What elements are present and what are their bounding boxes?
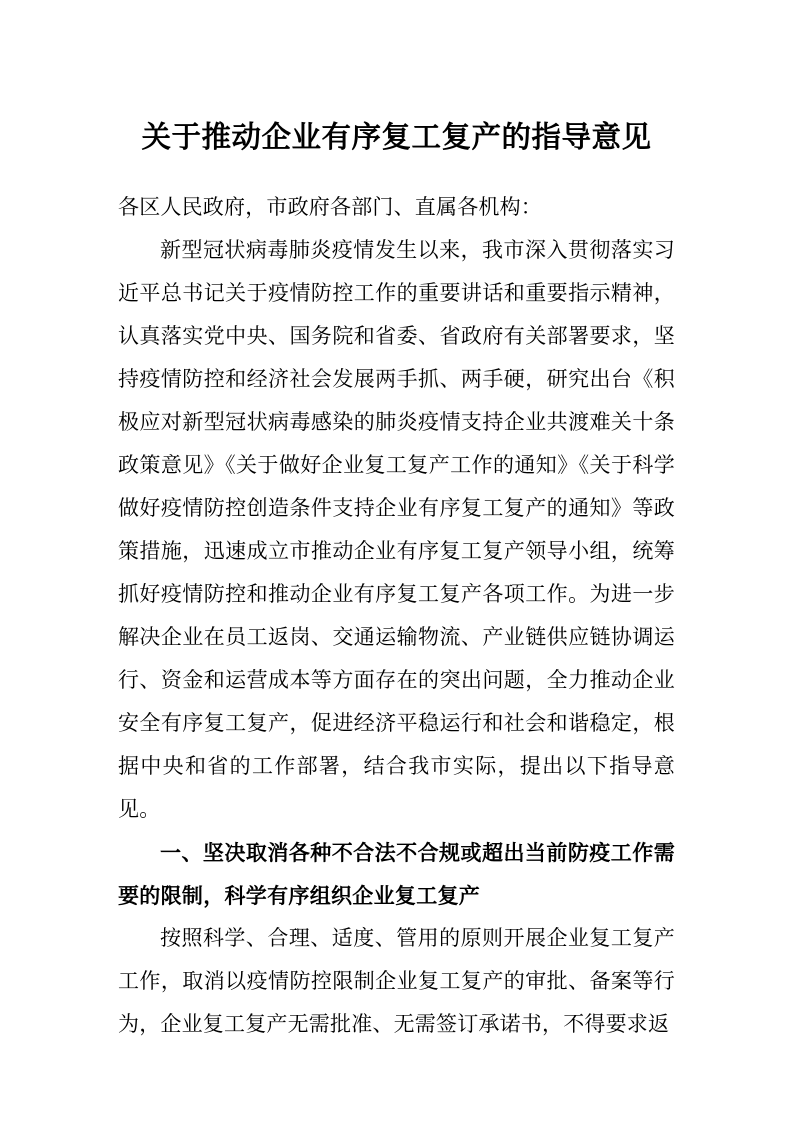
paragraph-intro: 新型冠状病毒肺炎疫情发生以来，我市深入贯彻落实习近平总书记关于疫情防控工作的重要讲话和重要指示精神，认真落实党中央、国务院和省委、省政府有关部署要求，坚持疫情防控和经济社会发展两手抓、两手硬，研究出台《积极应对新型冠状病毒感染的肺炎疫情支持企业共渡难关十条政策意见》《关于做好企业复工复产工作的通知》《关于科学做好疫情防控创造条件支持企业有序复工复产的通知》等政策措施，迅速成立市推动企业有序复工复产领导小组，统筹抓好疫情防控和推动企业有序复工复产各项工作。为进一步解决企业在员工返岗、交通运输物流、产业链供应链协调运行、资金和运营成本等方面存在的突出问题，全力推动企业安全有序复工复产，促进经济平稳运行和社会和谐稳定，根据中央和省的工作部署，结合我市实际，提出以下指导意见。	[118, 238, 675, 821]
page-title: 关于推动企业有序复工复产的指导意见	[141, 120, 652, 154]
salutation-line: 各区人民政府，市政府各部门、直属各机构：	[118, 195, 542, 219]
document-body	[118, 186, 675, 1046]
section-heading-1: 一、坚决取消各种不合法不合规或超出当前防疫工作需要的限制，科学有序组织企业复工复产	[118, 840, 675, 908]
paragraph-section-1-body: 按照科学、合理、适度、管用的原则开展企业复工复产工作，取消以疫情防控限制企业复工复产的审批、备案等行为，企业复工复产无需批准、无需签订承诺书，不得要求返	[118, 926, 675, 1036]
